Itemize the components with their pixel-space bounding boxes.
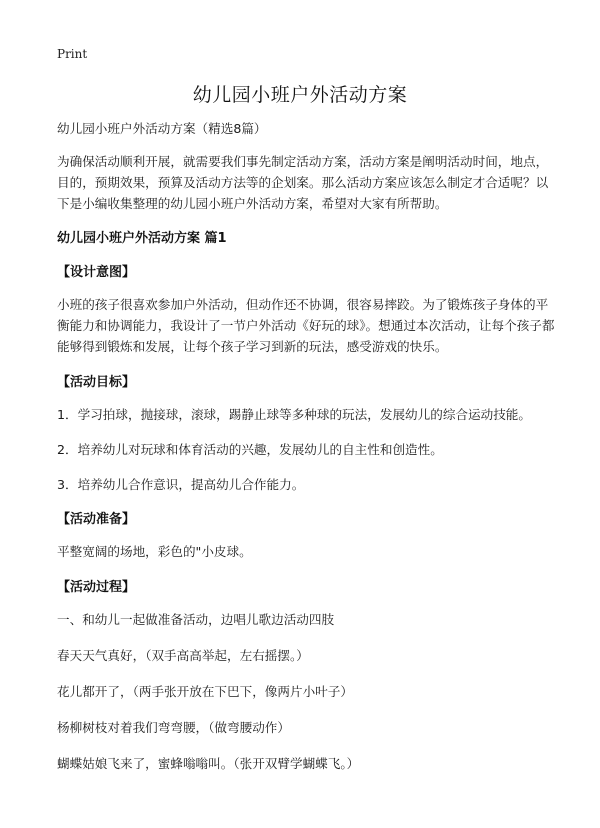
- goal-item-2: 2．培养幼儿对玩球和体育活动的兴趣，发展幼儿的自主性和创造性。: [57, 442, 443, 457]
- design-paragraph: 小班的孩子很喜欢参加户外活动，但动作还不协调，很容易摔跤。为了锻炼孩子身体的平衡能力和协调能力，我设计了一节户外活动《好玩的球》。想通过本次活动，让每个孩子都能够得到锻炼和发展，让每个孩子学习到新的玩法，感受游戏的快乐。: [57, 297, 555, 354]
- section-title: 幼儿园小班户外活动方案 篇1: [57, 231, 227, 246]
- process-line-1: 一、和幼儿一起做准备活动，边唱儿歌边活动四肢: [57, 612, 335, 627]
- process-line-3: 花儿都开了，（两手张开放在下巴下，像两片小叶子）: [57, 684, 353, 699]
- page-title: 幼儿园小班户外活动方案: [192, 84, 408, 106]
- process-line-2: 春天天气真好，（双手高高举起，左右摇摆。）: [57, 648, 309, 663]
- document-content: [57, 118, 557, 789]
- process-line-4: 杨柳树枝对着我们弯弯腰，（做弯腰动作）: [57, 720, 290, 735]
- prep-heading: 【活动准备】: [57, 512, 136, 527]
- document-subtitle: 幼儿园小班户外活动方案（精选8篇）: [57, 121, 267, 136]
- print-link[interactable]: Print: [57, 47, 88, 61]
- design-heading: 【设计意图】: [57, 265, 136, 280]
- goal-item-3: 3．培养幼儿合作意识，提高幼儿合作能力。: [57, 477, 305, 492]
- prep-paragraph: 平整宽阔的场地，彩色的"小皮球。: [57, 544, 252, 559]
- intro-paragraph: 为确保活动顺利开展，就需要我们事先制定活动方案，活动方案是阐明活动时间，地点，目的，预期效果，预算及活动方法等的企划案。那么活动方案应该怎么制定才合适呢？以下是小编收集整理的幼儿园小班户外活动方案，希望对大家有所帮助。: [57, 154, 549, 211]
- process-line-5: 蝴蝶姑娘飞来了，蜜蜂嗡嗡叫。（张开双臂学蝴蝶飞。）: [57, 756, 360, 771]
- goals-heading: 【活动目标】: [57, 375, 136, 390]
- process-heading: 【活动过程】: [57, 580, 136, 595]
- goal-item-1: 1．学习拍球，抛接球，滚球，踢静止球等多种球的玩法，发展幼儿的综合运动技能。: [57, 407, 531, 422]
